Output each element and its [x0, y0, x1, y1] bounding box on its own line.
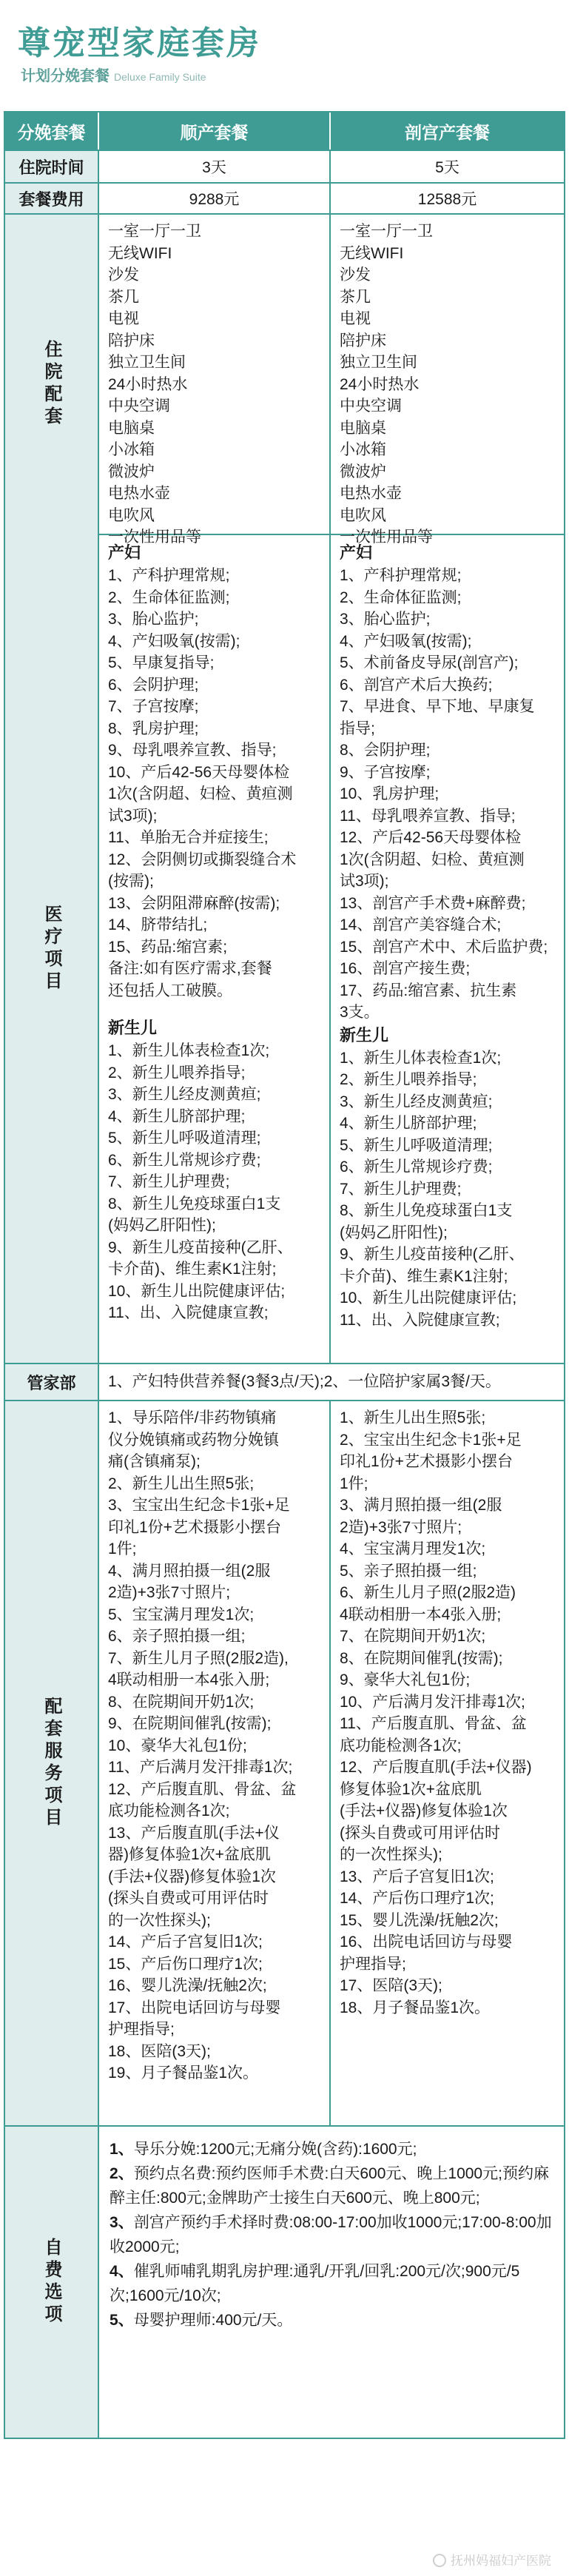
- medical-label: [4, 535, 99, 1363]
- stay-natural: 3天: [99, 151, 331, 182]
- list-item: 12、产后42-56天母婴体检: [340, 829, 522, 846]
- list-item: 一室一厅一卫: [340, 223, 433, 240]
- list-item: (探头自费或可用评估时: [108, 1890, 269, 1907]
- fee-cesarean: 12588元: [331, 184, 565, 213]
- list-item: 7、在院期间开奶1次;: [340, 1628, 486, 1645]
- list-item: 8、新生儿免疫球蛋白1支: [340, 1202, 513, 1219]
- list-item: 8、在院期间催乳(按需);: [340, 1649, 503, 1667]
- optional-item: [110, 2210, 553, 2259]
- optional-item: [110, 2259, 553, 2308]
- medical-natural: [99, 535, 331, 1363]
- optional-item-text: 剖宫产预约手术择时费:08:00-17:00加收1000元;17:00-8:00加收2000元;: [110, 2214, 552, 2255]
- list-item: 7、新生儿护理费;: [340, 1180, 462, 1198]
- list-item: 1、新生儿出生照5张;: [340, 1409, 486, 1426]
- list-item: 18、医陪(3天);: [108, 2042, 211, 2060]
- list-item: 14、剖宫产美容缝合术;: [340, 916, 502, 933]
- list-item: 9、新生儿疫苗接种(乙肝、: [108, 1238, 293, 1256]
- manager-row: [4, 1364, 565, 1401]
- list-item: 2、宝宝出生纪念卡1张+足: [340, 1431, 522, 1449]
- list-item: 微波炉: [340, 463, 386, 480]
- list-item: 11、单胎无合并症接生;: [108, 829, 269, 846]
- list-item: 2、新生儿喂养指导;: [108, 1064, 246, 1081]
- list-item: 9、母乳喂养宣教、指导;: [108, 742, 277, 759]
- list-item: (妈妈乙肝阳性);: [340, 1224, 448, 1241]
- list-item: 16、剖宫产接生费;: [340, 960, 471, 977]
- list-item: 2造)+3张7寸照片;: [108, 1584, 231, 1601]
- list-item: 中央空调: [108, 398, 170, 415]
- optional-label-text: 自费选项: [41, 2238, 61, 2327]
- list-item: 印礼1份+艺术摄影小摆台: [340, 1453, 513, 1470]
- optional-item-number: 5、: [110, 2312, 134, 2329]
- list-item: 9、豪华大礼包1份;: [340, 1671, 471, 1688]
- list-item: 5、宝宝满月理发1次;: [108, 1606, 255, 1623]
- list-item: 12、产后腹直肌、骨盆、盆: [108, 1780, 297, 1798]
- list-item: 茶几: [108, 288, 139, 306]
- list-item: 17、出院电话回访与母婴: [108, 1999, 281, 2016]
- list-item: 10、新生儿出院健康评估;: [340, 1289, 517, 1307]
- list-item: 17、药品:缩宫素、抗生素: [340, 982, 517, 999]
- list-item: 2、生命体征监测;: [108, 588, 230, 606]
- list-item: 14、产后子宫复旧1次;: [108, 1933, 263, 1951]
- list-item: (妈妈乙肝阳性);: [108, 1217, 216, 1234]
- mother-items-cesarean: [340, 565, 556, 1024]
- list-item: 1、导乐陪伴/非药物镇痛: [108, 1409, 277, 1426]
- list-item: 4、产妇吸氧(按需);: [340, 632, 472, 650]
- optional-label: [4, 2127, 99, 2438]
- list-item: 4、产妇吸氧(按需);: [108, 632, 240, 650]
- list-item: 1、产科护理常规;: [108, 567, 230, 584]
- list-item: 14、脐带结扎;: [108, 916, 208, 933]
- list-item: 3、宝宝出生纪念卡1张+足: [108, 1497, 290, 1514]
- list-item: 备注:如有医疗需求,套餐: [108, 960, 272, 977]
- hospital-logo-icon: [433, 2554, 446, 2567]
- optional-item-number: 4、: [110, 2263, 134, 2280]
- room-cesarean: [331, 215, 565, 554]
- list-item: 电视: [340, 310, 371, 327]
- list-item: 1次(含阴超、妇检、黄疸测: [108, 785, 293, 802]
- list-item: 1、新生儿体表检查1次;: [340, 1049, 502, 1067]
- list-item: 5、早康复指导;: [108, 654, 215, 671]
- list-item: 1次(含阴超、妇检、黄疸测: [340, 851, 525, 868]
- list-item: 11、产后腹直肌、骨盆、盆: [340, 1715, 527, 1732]
- list-item: 10、乳房护理;: [340, 785, 440, 802]
- list-item: 9、子宫按摩;: [340, 763, 431, 781]
- list-item: 陪护床: [340, 332, 386, 349]
- list-item: 1、新生儿体表检查1次;: [108, 1042, 270, 1059]
- header-cesarean: 剖宫产套餐: [331, 113, 565, 150]
- list-item: 无线WIFI: [340, 244, 404, 262]
- list-item: 的一次性探头);: [340, 1846, 442, 1863]
- list-item: 的一次性探头);: [108, 1911, 211, 1929]
- list-item: 电视: [108, 310, 139, 327]
- room-label: [4, 215, 99, 554]
- watermark-text: 抚州妈福妇产医院: [451, 2554, 551, 2568]
- list-item: 7、子宫按摩;: [108, 698, 199, 715]
- list-item: 茶几: [340, 288, 371, 306]
- list-item: 7、新生儿护理费;: [108, 1173, 230, 1190]
- list-item: 电热水壶: [340, 485, 402, 502]
- list-item: 4、新生儿脐部护理;: [108, 1107, 246, 1125]
- header-natural-birth: 顺产套餐: [99, 113, 331, 150]
- optional-item: [110, 2161, 553, 2210]
- mother-title-cesarean: 产妇: [340, 543, 373, 562]
- header-package-type: 分娩套餐: [4, 113, 99, 150]
- list-item: 9、新生儿疫苗接种(乙肝、: [340, 1246, 525, 1263]
- medical-cesarean: [331, 535, 565, 1363]
- list-item: 15、药品:缩宫素;: [108, 938, 228, 956]
- room-label-text: 住院配套: [41, 340, 61, 429]
- service-cesarean: [331, 1401, 565, 2125]
- list-item: 1、产科护理常规;: [340, 567, 462, 584]
- list-item: 14、产后伤口理疗1次;: [340, 1890, 494, 1907]
- list-item: 15、产后伤口理疗1次;: [108, 1955, 263, 1973]
- list-item: 沙发: [340, 266, 371, 284]
- list-item: 电脑桌: [340, 419, 386, 437]
- list-item: 器)修复体验1次+盆底肌: [108, 1846, 271, 1863]
- room-row: [4, 215, 565, 546]
- optional-row: [4, 2127, 565, 2439]
- list-item: 卡介苗)、维生素K1注射;: [340, 1267, 508, 1285]
- list-item: 3、胎心监护;: [340, 611, 431, 628]
- optional-item-text: 预约点名费:预约医师手术费:白天600元、晚上1000元;预约麻醉主任:800元;金牌助产士接生白天600元、晚上800元;: [110, 2165, 549, 2207]
- watermark: [433, 2550, 551, 2569]
- list-item: 中央空调: [340, 398, 402, 415]
- list-item: 6、会阴护理;: [108, 676, 199, 694]
- list-item: 电吹风: [108, 506, 155, 524]
- baby-items-natural: [108, 1040, 322, 1324]
- list-item: 一次性用品等: [108, 529, 201, 546]
- optional-item-text: 母婴护理师:400元/天。: [133, 2312, 293, 2329]
- table-header-row: [4, 113, 565, 151]
- list-item: 13、剖宫产手术费+麻醉费;: [340, 894, 526, 912]
- list-item: 1件;: [108, 1540, 137, 1557]
- list-item: 5、术前备皮导尿(剖宫产);: [340, 654, 519, 671]
- list-item: 印礼1份+艺术摄影小摆台: [108, 1518, 281, 1536]
- list-item: 18、月子餐品鉴1次。: [340, 1999, 491, 2016]
- list-item: 15、剖宫产术中、术后监护费;: [340, 938, 548, 956]
- list-item: 痛(含镇痛泵);: [108, 1453, 201, 1470]
- list-item: 护理指导;: [108, 2021, 175, 2038]
- fee-row: [4, 184, 565, 215]
- list-item: 无线WIFI: [108, 244, 172, 262]
- subtitle-en: Deluxe Family Suite: [114, 71, 206, 83]
- list-item: 电吹风: [340, 506, 386, 524]
- list-item: 4联动相册一本4张入册;: [340, 1606, 502, 1623]
- service-label: [4, 1401, 99, 2125]
- list-item: 一室一厅一卫: [108, 223, 201, 240]
- list-item: 2、新生儿喂养指导;: [340, 1071, 477, 1088]
- list-item: 6、新生儿月子照(2服2造): [340, 1584, 516, 1601]
- list-item: 6、剖宫产术后大换药;: [340, 676, 493, 694]
- list-item: 24小时热水: [108, 375, 188, 393]
- list-item: (按需);: [108, 873, 154, 890]
- list-item: 修复体验1次+盆底肌: [340, 1780, 482, 1798]
- list-item: 4、新生儿脐部护理;: [340, 1115, 477, 1132]
- room-natural: [99, 215, 331, 554]
- service-label-text: 配套服务项目: [41, 1697, 61, 1830]
- list-item: 3、满月照拍摄一组(2服: [340, 1497, 502, 1514]
- manager-text: 1、产妇特供营养餐(3餐3点/天);2、一位陪护家属3餐/天。: [99, 1364, 565, 1400]
- medical-label-text: 医疗项目: [41, 905, 61, 993]
- list-item: 3、胎心监护;: [108, 611, 199, 628]
- list-item: (手法+仪器)修复体验1次: [340, 1802, 508, 1819]
- list-item: 5、新生儿呼吸道清理;: [340, 1136, 493, 1154]
- list-item: 小冰箱: [108, 441, 155, 458]
- list-item: 3、新生儿经皮测黄疸;: [340, 1093, 493, 1110]
- list-item: 7、早进食、早下地、早康复: [340, 698, 535, 715]
- list-item: 一次性用品等: [340, 529, 433, 546]
- list-item: 6、新生儿常规诊疗费;: [108, 1151, 261, 1169]
- stay-cesarean: 5天: [331, 151, 565, 182]
- list-item: 3支。: [340, 1004, 380, 1021]
- list-item: 2造)+3张7寸照片;: [340, 1518, 462, 1536]
- list-item: 护理指导;: [340, 1955, 406, 1973]
- list-item: 11、母乳喂养宣教、指导;: [340, 807, 516, 825]
- stay-row: [4, 151, 565, 184]
- list-item: 底功能检测各1次;: [108, 1802, 230, 1819]
- list-item: 3、新生儿经皮测黄疸;: [108, 1086, 261, 1103]
- list-item: 电热水壶: [108, 485, 170, 502]
- optional-item-number: 2、: [110, 2165, 134, 2182]
- list-item: 16、婴儿洗澡/抚触2次;: [108, 1977, 267, 1994]
- list-item: 独立卫生间: [108, 354, 186, 371]
- list-item: 12、会阴侧切或撕裂缝合术: [108, 851, 297, 868]
- list-item: 11、产后满月发汗排毒1次;: [108, 1759, 293, 1776]
- list-item: 2、生命体征监测;: [340, 588, 462, 606]
- list-item: 24小时热水: [340, 375, 420, 393]
- fee-natural: 9288元: [99, 184, 331, 213]
- optional-item-text: 导乐分娩:1200元;无痛分娩(含药):1600元;: [133, 2141, 417, 2158]
- list-item: 10、新生儿出院健康评估;: [108, 1282, 286, 1300]
- list-item: 陪护床: [108, 332, 155, 349]
- optional-item-number: 1、: [110, 2141, 134, 2158]
- page-header: [0, 0, 569, 111]
- list-item: 指导;: [340, 720, 375, 737]
- list-item: 卡介苗)、维生素K1注射;: [108, 1261, 277, 1278]
- list-item: 底功能检测各1次;: [340, 1737, 462, 1754]
- list-item: 10、产后42-56天母婴体检: [108, 763, 290, 781]
- baby-title-natural: 新生儿: [108, 1019, 158, 1037]
- stay-label: 住院时间: [4, 151, 99, 182]
- medical-row: [4, 535, 565, 1364]
- list-item: 13、产后腹直肌(手法+仪: [108, 1824, 280, 1842]
- list-item: 独立卫生间: [340, 354, 417, 371]
- baby-items-cesarean: [340, 1047, 556, 1332]
- list-item: 8、乳房护理;: [108, 720, 199, 737]
- list-item: 微波炉: [108, 463, 155, 480]
- fee-label: 套餐费用: [4, 184, 99, 213]
- list-item: 6、亲子照拍摄一组;: [108, 1628, 246, 1645]
- mother-title-natural: 产妇: [108, 543, 141, 562]
- optional-items: [99, 2127, 565, 2438]
- list-item: 7、新生儿月子照(2服2造),: [108, 1649, 289, 1667]
- list-item: 17、医陪(3天);: [340, 1977, 442, 1994]
- optional-item-number: 3、: [110, 2214, 134, 2231]
- list-item: (手法+仪器)修复体验1次: [108, 1868, 276, 1885]
- list-item: 6、新生儿常规诊疗费;: [340, 1158, 493, 1175]
- list-item: 16、出院电话回访与母婴: [340, 1933, 513, 1951]
- service-natural: [99, 1401, 331, 2125]
- package-table: [4, 111, 565, 2439]
- list-item: 5、新生儿呼吸道清理;: [108, 1130, 261, 1147]
- service-row: [4, 1401, 565, 2127]
- list-item: 10、产后满月发汗排毒1次;: [340, 1693, 525, 1711]
- manager-label: 管家部: [4, 1364, 99, 1400]
- optional-item-text: 催乳师哺乳期乳房护理:通乳/开乳/回乳:200元/次;900元/5次;1600元/10次;: [110, 2263, 520, 2304]
- list-item: 15、婴儿洗澡/抚触2次;: [340, 1911, 499, 1929]
- optional-item: [110, 2308, 553, 2332]
- list-item: 9、在院期间催乳(按需);: [108, 1715, 272, 1732]
- list-item: 1件;: [340, 1475, 368, 1492]
- list-item: 4、宝宝满月理发1次;: [340, 1540, 486, 1557]
- list-item: 5、亲子照拍摄一组;: [340, 1562, 477, 1580]
- baby-title-cesarean: 新生儿: [340, 1025, 389, 1044]
- list-item: 仪分娩镇痛或药物分娩镇: [108, 1431, 279, 1449]
- list-item: 4、满月照拍摄一组(2服: [108, 1562, 271, 1580]
- list-item: 10、豪华大礼包1份;: [108, 1737, 247, 1754]
- list-item: 13、产后子宫复旧1次;: [340, 1868, 494, 1885]
- list-item: 沙发: [108, 266, 139, 284]
- list-item: 电脑桌: [108, 419, 155, 437]
- subtitle-cn: 计划分娩套餐: [21, 68, 110, 84]
- list-item: 11、出、入院健康宣教;: [340, 1311, 500, 1329]
- mother-items-natural: [108, 565, 322, 1002]
- list-item: 8、新生儿免疫球蛋白1支: [108, 1195, 281, 1212]
- page-title: 尊宠型家庭套房: [18, 25, 261, 61]
- list-item: 试3项);: [340, 873, 389, 890]
- list-item: 小冰箱: [340, 441, 386, 458]
- list-item: 11、出、入院健康宣教;: [108, 1304, 269, 1321]
- list-item: 8、在院期间开奶1次;: [108, 1693, 255, 1711]
- list-item: 4联动相册一本4张入册;: [108, 1671, 270, 1688]
- optional-item: [110, 2137, 553, 2161]
- list-item: 8、会阴护理;: [340, 742, 431, 759]
- list-item: 13、会阴阻滞麻醉(按需);: [108, 894, 280, 912]
- list-item: 还包括人工破膜。: [108, 982, 232, 999]
- list-item: 19、月子餐品鉴1次。: [108, 2065, 259, 2082]
- list-item: 试3项);: [108, 807, 158, 825]
- list-item: 2、新生儿出生照5张;: [108, 1475, 255, 1492]
- page-subtitle: [21, 64, 206, 85]
- list-item: 12、产后腹直肌(手法+仪器): [340, 1759, 532, 1776]
- list-item: (探头自费或可用评估时: [340, 1824, 500, 1842]
